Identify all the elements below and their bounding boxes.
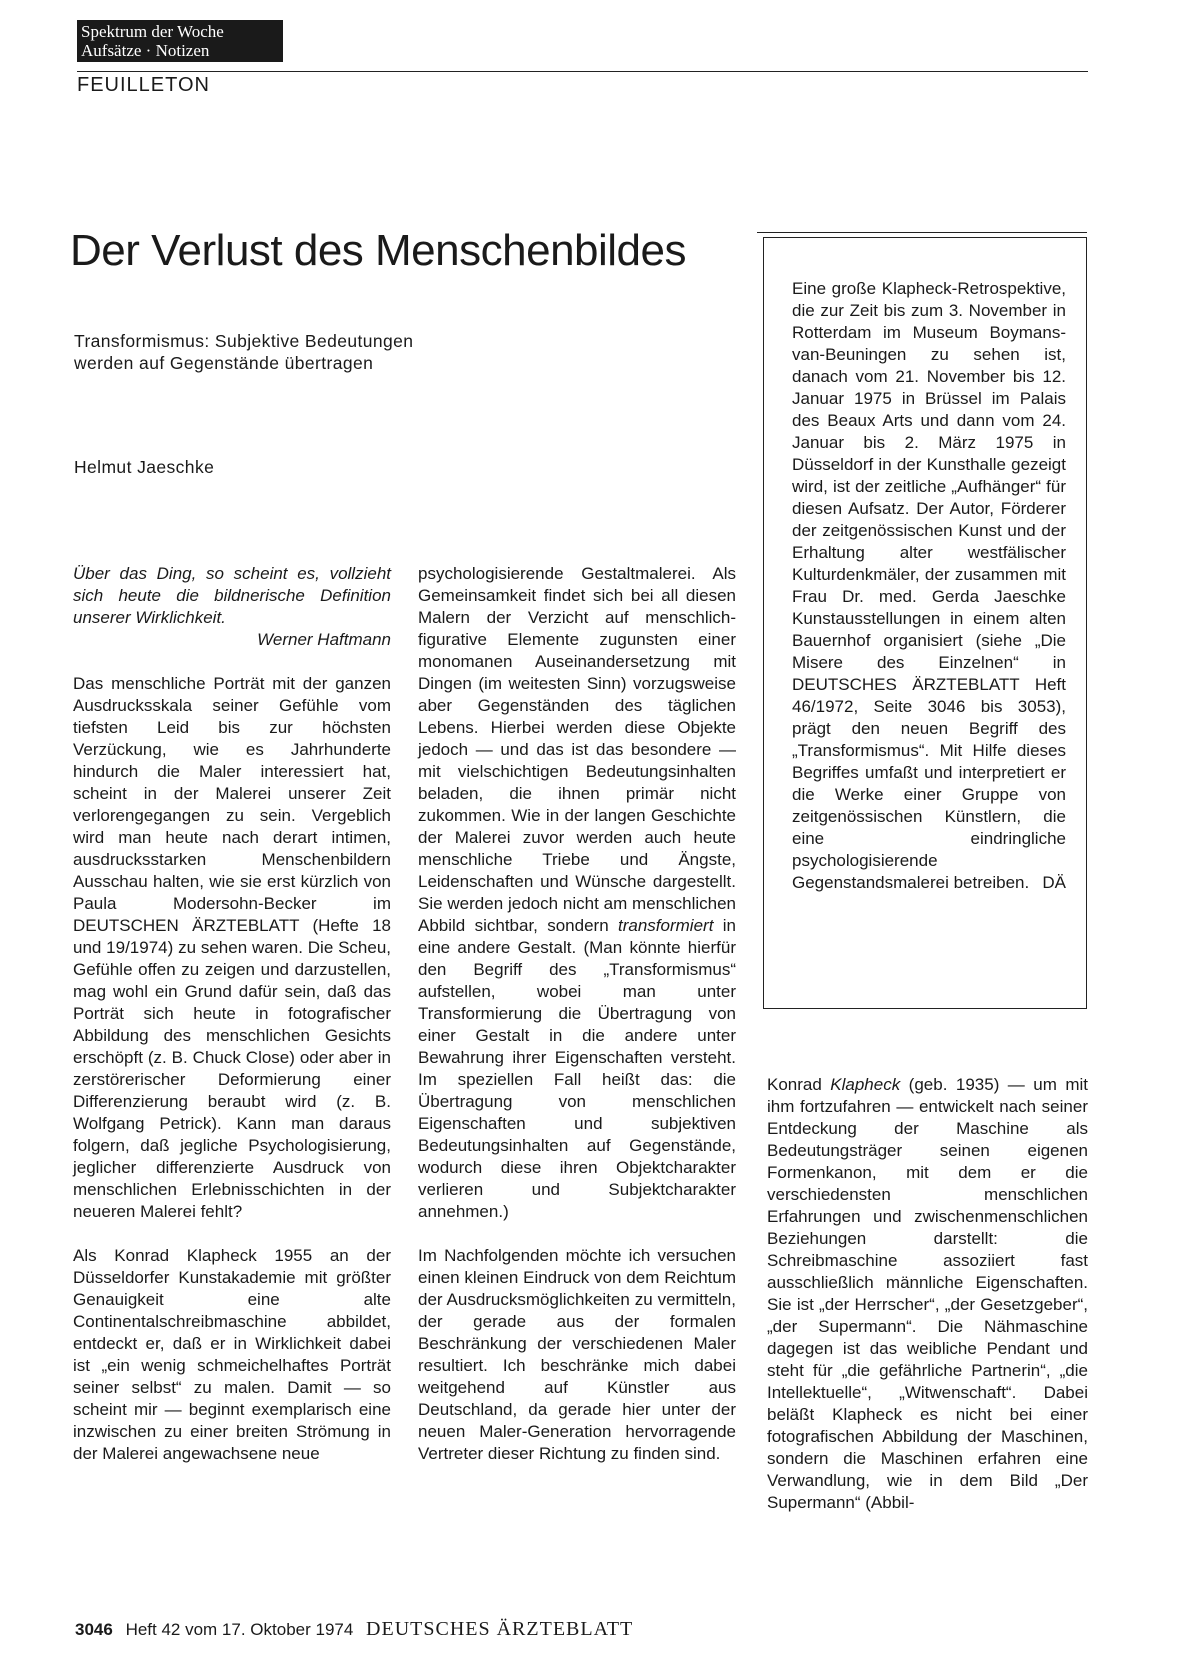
paragraph-text: psychologisierende Gestaltmalerei. Als Gemeinsamkeit findet sich bei all diesen Malern der Verzicht auf menschlich-figurative Elemente zugunsten einer monomanen Auseinandersetzung mit Dingen (im weitesten Sinn) vorzugsweise aber Gegenständen des täglichen Lebens. Hierbei werden diese Objekte jedoch — und das ist das besondere — mit vielschichtigen Bedeutungsinhalten beladen, die ihnen primär nicht zukommen. Wie in der langen Geschichte der Malerei zuvor werden auch heute menschliche Triebe und Ängste, Leidenschaften und Wünsche dargestellt. Sie werden jedoch nicht am menschlichen Abbild sichtbar, sondern — [418, 564, 736, 935]
paragraph-text: Konrad — [767, 1075, 822, 1094]
paragraph: Das menschliche Porträt mit der ganzen Ausdrucksskala seiner Gefühle vom tiefsten Leid bis zur höchsten Verzückung, wie es Jahrhunderte hindurch die Maler interessiert hat, scheint in der Malerei unserer Zeit verlorengegangen zu sein. Vergeblich wird man heute nach derart intimen, ausdrucksstarken Menschenbildern Ausschau halten, wie sie erst kürzlich von Paula Modersohn-Becker im DEUTSCHEN ÄRZTEBLATT (Hefte 18 und 19/1974) zu sehen waren. Die Scheu, Gefühle offen zu zeigen und darzustellen, mag wohl ein Grund dafür sein, daß das Porträt sich heute in fotografischer Abbildung des menschlichen Gesichts erschöpft (z. B. Chuck Close) oder aber in zerstörerischer Deformierung einer Differenzierung beraubt wird (z. B. Wolfgang Petrick). Kann man daraus folgern, daß jegliche Psychologisierung, jeglicher differenzierte Ausdruck von menschlichen Erlebnisschichten in der neueren Malerei fehlt? — [73, 674, 391, 1221]
editorial-infobox — [763, 237, 1087, 1009]
page-footer — [75, 1618, 633, 1641]
paragraph — [767, 1074, 1088, 1514]
masthead-line-1: Spektrum der Woche — [81, 22, 224, 41]
journal-name: DEUTSCHES ÄRZTEBLATT — [366, 1618, 634, 1640]
emphasis: Klapheck — [830, 1075, 901, 1094]
infobox-top-rule — [757, 232, 1087, 233]
paragraph: Im Nachfolgenden möchte ich versuchen einen kleinen Eindruck von dem Reichtum der Ausdrucksmöglichkeiten zu vermitteln, der gerade aus der formalen Beschränkung der verschiedenen Maler resultiert. Ich beschränke mich dabei weitgehend auf Künstler aus Deutschland, da gerade hier unter der neuen Maler-Generation hervorragende Vertreter dieser Richtung zu finden sind. — [418, 1246, 736, 1463]
page-number: 3046 — [75, 1620, 113, 1639]
article-author: Helmut Jaeschke — [74, 457, 215, 477]
epigraph-attribution: Werner Haftmann — [257, 630, 391, 649]
infobox-signature: DÄ — [1042, 873, 1066, 892]
paragraph — [418, 563, 736, 1223]
column-3 — [767, 1074, 1088, 1536]
emphasis: transformiert — [618, 916, 714, 935]
paragraph: Als Konrad Klapheck 1955 an der Düsseldorfer Kunstakademie mit größter Genauigkeit eine alte Continentalschreibmaschine abbildet, entdeckt er, daß er in Wirklichkeit dabei ist „ein wenig schmeichelhaftes Porträt seiner selbst“ zu malen. Damit — so scheint mir — beginnt exemplarisch eine inzwischen zu einer breiten Strömung in der Malerei angewachsene neue — [73, 1246, 391, 1463]
column-2 — [418, 563, 736, 1487]
masthead-logo — [77, 20, 283, 62]
issue-info: Heft 42 vom 17. Oktober 1974 — [125, 1620, 354, 1639]
epigraph — [73, 563, 391, 651]
masthead-line-2: Aufsätze · Notizen — [81, 41, 210, 60]
article-subtitle: Transformismus: Subjektive Bedeutungen werden auf Gegenstände übertragen — [74, 331, 414, 373]
paragraph-text: (geb. 1935) — um mit ihm fortzufahren — entwickelt nach seiner Entdeckung der Maschine als Bedeutungsträger seinen eigenen Formenkanon, mit dem er die verschiedensten menschlichen Erfahrungen und zwischenmenschlichen Beziehungen darstellt: die Schreibmaschine assoziiert fast ausschließlich männliche Eigenschaften. Sie ist „der Herrscher“, „der Gesetzgeber“, „der Supermann“. Die Nähmaschine dagegen ist das weibliche Pendant und steht für „die gefährliche Partnerin“, „die Intellektuelle“, „Witwenschaft“. Dabei beläßt Klapheck es nicht bei einer fotografischen Abbildung der Maschinen, sondern die Maschinen erfahren eine Verwandlung, wie in dem Bild „Der Supermann“ (Abbil- — [767, 1075, 1088, 1512]
infobox-text: Eine große Klapheck-Retrospektive, die zur Zeit bis zum 3. November in Rotterdam im Museum Boymans-van-Beuningen zu sehen ist, danach vom 21. November bis 12. Januar 1975 in Brüssel im Palais des Beaux Arts und dann vom 24. Januar bis 2. März 1975 in Düsseldorf in der Kunsthalle gezeigt wird, ist der zeitliche „Aufhänger“ für diesen Aufsatz. Der Autor, Förderer der zeitgenössischen Kunst und der Erhaltung alter westfälischer Kulturdenkmäler, der zusammen mit Frau Dr. med. Gerda Jaeschke Kunstausstellungen in einem alten Bauernhof organisiert (siehe „Die Misere des Einzelnen“ in DEUTSCHES ÄRZTEBLATT Heft 46/1972, Seite 3046 bis 3053), prägt den neuen Begriff des „Transformismus“. Mit Hilfe dieses Begriffes umfaßt und interpretiert er die Werke einer Gruppe von zeitgenössischen Künstlern, die eine eindringliche psychologisierende Gegenstandsmalerei betreiben. — [792, 279, 1066, 892]
article-title: Der Verlust des Menschenbildes — [70, 226, 686, 275]
epigraph-text: Über das Ding, so scheint es, vollzieht sich heute die bildnerische Definition unserer Wirklichkeit. — [73, 564, 391, 627]
top-rule — [77, 71, 1088, 72]
paragraph-text: in eine andere Gestalt. (Man könnte hierfür den Begriff des „Transformismus“ aufstellen, wobei man unter Transformierung die Übertragung von einer Gestalt in die andere unter Bewahrung ihrer Eigenschaften versteht. Im speziellen Fall heißt das: die Übertragung von menschlichen Eigenschaften und subjektiven Bedeutungsinhalten auf Gegenstände, wodurch diese ihren Objektcharakter verlieren und Subjektcharakter annehmen.) — [418, 916, 737, 1221]
column-1 — [73, 563, 391, 1487]
section-label: FEUILLETON — [77, 74, 210, 96]
